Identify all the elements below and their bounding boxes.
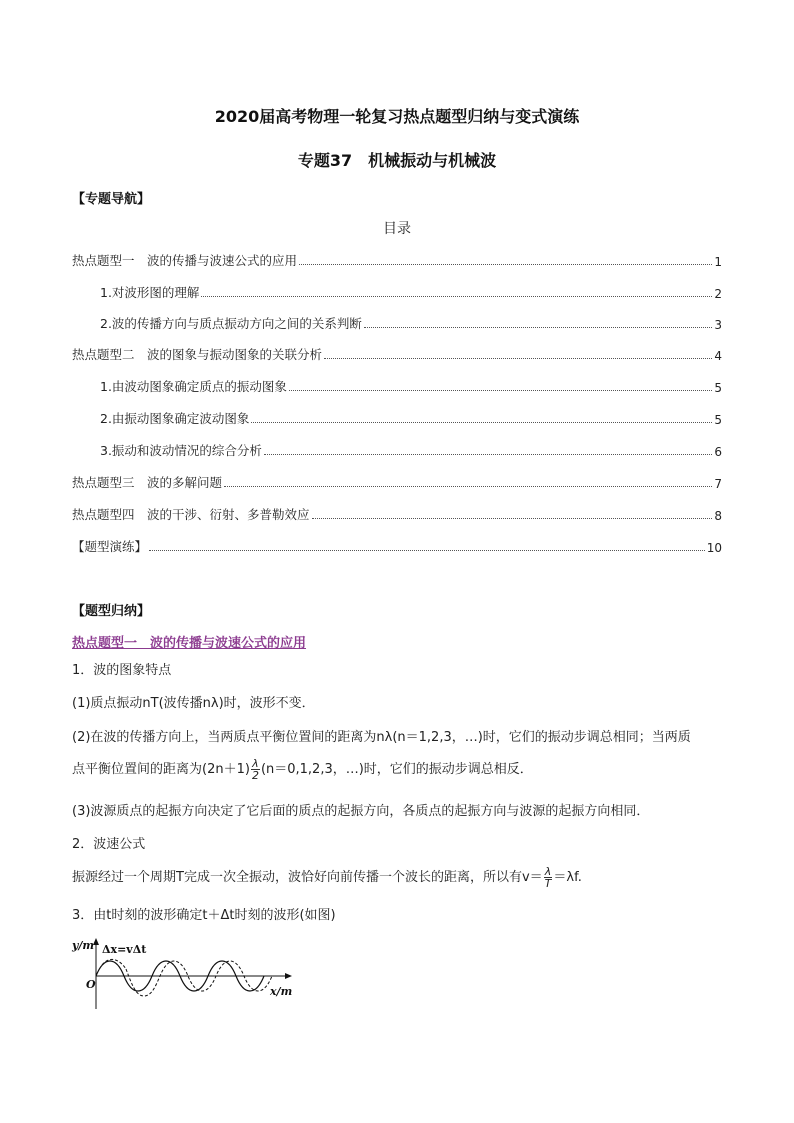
fraction: [251, 758, 260, 781]
paragraph-title: 2．波速公式: [72, 837, 146, 852]
toc-item-label: 3.振动和波动情况的综合分析: [100, 443, 262, 458]
fraction-numerator: λ: [252, 757, 259, 770]
toc-item-page: 6: [714, 445, 722, 459]
toc-item-label: 热点题型一 波的传播与波速公式的应用: [72, 253, 298, 268]
wave-figure: [70, 935, 310, 1015]
toc-leader-dots: [201, 295, 712, 297]
text-segment: 点平衡位置间的距离为(2n＋1): [72, 762, 250, 777]
summary-label: 【题型归纳】: [72, 604, 151, 619]
toc-item-page: 10: [706, 541, 722, 555]
y-axis-label: y/m: [72, 939, 95, 952]
toc-item[interactable]: [100, 377, 722, 395]
toc-item-page: 8: [714, 509, 722, 523]
toc-leader-dots: [312, 517, 713, 519]
toc-item[interactable]: [72, 345, 722, 363]
paragraph-item: (1)质点振动nT(波传播nλ)时，波形不变．: [72, 696, 315, 711]
origin-label: O: [86, 978, 96, 991]
toc-leader-dots: [251, 421, 712, 423]
toc-leader-dots: [324, 357, 712, 359]
toc-item-label: 热点题型四 波的干涉、衍射、多普勒效应: [72, 507, 310, 522]
section-heading-link[interactable]: 热点题型一 波的传播与波速公式的应用: [72, 636, 307, 651]
fraction-numerator: λ: [544, 865, 552, 878]
topic-navigation-label: 【专题导航】: [72, 192, 151, 207]
toc-item-label: 1.对波形图的理解: [100, 285, 200, 300]
toc-item-page: 2: [714, 287, 722, 301]
toc-item[interactable]: [100, 409, 722, 427]
document-subtitle: 专题37 机械振动与机械波: [297, 151, 497, 170]
toc-heading: 目录: [383, 221, 411, 237]
text-segment: (n＝0,1,2,3，…)时，它们的振动步调总相反．: [260, 762, 533, 777]
text-segment: ＝λf.: [553, 870, 582, 885]
toc-item[interactable]: [72, 505, 722, 523]
toc-leader-dots: [149, 549, 705, 551]
document-title: 2020届高考物理一轮复习热点题型归纳与变式演练: [214, 107, 580, 126]
toc-leader-dots: [264, 453, 712, 455]
toc-item[interactable]: [100, 314, 722, 332]
text-segment: 振源经过一个周期T完成一次全振动，波恰好向前传播一个波长的距离，所以有v＝: [72, 870, 543, 885]
fraction-denominator: 2: [251, 769, 259, 782]
toc-item-page: 7: [714, 477, 722, 491]
toc-item-page: 5: [714, 413, 722, 427]
toc-leader-dots: [289, 389, 712, 391]
toc-item[interactable]: [100, 283, 722, 301]
x-axis-arrow: [285, 973, 292, 979]
paragraph-item: (2)在波的传播方向上，当两质点平衡位置间的距离为nλ(n＝1,2,3，…)时，它们的振动步调总相同；当两质: [72, 730, 691, 745]
toc-item-label: 【题型演练】: [72, 539, 148, 554]
toc-leader-dots: [299, 263, 712, 265]
paragraph-item: (3)波源质点的起振方向决定了它后面的质点的起振方向，各质点的起振方向与波源的起振方向相同．: [72, 804, 650, 819]
toc-item-label: 1.由波动图象确定质点的振动图象: [100, 379, 287, 394]
toc-item-label: 热点题型三 波的多解问题: [72, 475, 223, 490]
paragraph-title: 1．波的图象特点: [72, 663, 172, 678]
toc-item[interactable]: [72, 251, 722, 269]
shift-label: Δx=vΔt: [102, 943, 147, 956]
toc-leader-dots: [224, 485, 712, 487]
toc-item-label: 2.波的传播方向与质点振动方向之间的关系判断: [100, 316, 362, 331]
toc-item-page: 5: [714, 381, 722, 395]
toc-item[interactable]: [72, 537, 722, 555]
x-axis-label: x/m: [270, 985, 293, 998]
toc-item[interactable]: [100, 441, 722, 459]
toc-leader-dots: [364, 326, 712, 328]
toc-item-page: 4: [714, 349, 722, 363]
fraction: [544, 866, 553, 889]
paragraph-text: [72, 866, 582, 889]
paragraph-title: 3．由t时刻的波形确定t＋Δt时刻的波形(如图): [72, 908, 336, 923]
toc-item-label: 2.由振动图象确定波动图象: [100, 411, 250, 426]
toc-item-page: 3: [714, 318, 722, 332]
paragraph-item-continued: [72, 758, 533, 781]
toc-item-label: 热点题型二 波的图象与振动图象的关联分析: [72, 347, 323, 362]
toc-item[interactable]: [72, 473, 722, 491]
toc-item-page: 1: [714, 255, 722, 269]
fraction-denominator: T: [544, 877, 552, 890]
